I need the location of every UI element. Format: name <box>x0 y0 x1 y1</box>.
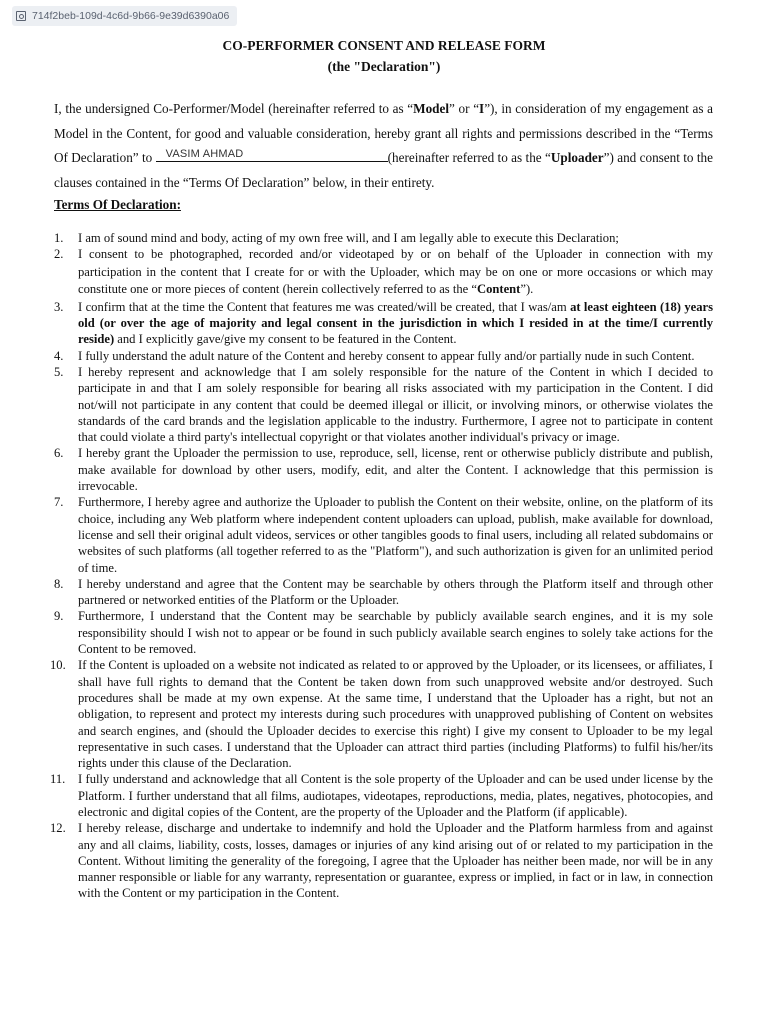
model-term: Model <box>413 101 450 116</box>
term-item: 3. I confirm that at the time the Content that features me was created/will be created, that I was/am at least eighteen (18) years old (or over the age of majority and legal consent in the jurisdiction in which I resided in at the time/I currently reside) and I explicitly gave/give my consent to be featured in the Content. <box>54 299 713 347</box>
i-term: I <box>479 101 485 116</box>
uploader-term: Uploader <box>550 150 604 165</box>
term-item: 6. I hereby grant the Uploader the permission to use, reproduce, sell, license, rent or otherwise publicly distribute and publish, make available for download by other users, modify, edit, and alter the Content. I acknowledge that this permission is irrevocable. <box>54 446 713 494</box>
term-item: 2. I consent to be photographed, recorded and/or videotaped by or on behalf of the Uploader in connection with my participation in the content that I create for or with the Uploader, which may be on one or more occasions or which may constitute one or more pieces of content (herein collectively referred to as the “Content”). <box>54 247 713 297</box>
term-item: 8. I hereby understand and agree that the Content may be searchable by others through the Platform itself and through other partnered or networked entities of the Platform or the Uploader. <box>54 576 713 608</box>
form-subtitle: (the "Declaration") <box>327 59 441 74</box>
intro-paragraph: I, the undersigned Co-Performer/Model (hereinafter referred to as “Model” or “I”), in consideration of my engagement as a Model in the Content, for good and valuable consideration, hereby grant all rights and permissions described in the “Terms Of Declaration” to VASIM AHMAD (hereinafter referred to as the “Uploader”) and consent to the clauses contained in the “Terms Of Declaration” below, in their entirety. <box>54 101 713 190</box>
document-id-badge <box>12 6 237 26</box>
term-item: 9. Furthermore, I understand that the Content may be searchable by publicly available search engines, and it is my sole responsibility should I wish not to appear or be found in such publicly available search engines to solely take actions for the Content to be removed. <box>54 609 713 657</box>
uploader-name-handwritten: VASIM AHMAD <box>165 148 244 160</box>
terms-list <box>50 230 713 902</box>
term-item: 10. If the Content is uploaded on a website not indicated as related to or approved by the Uploader, or its licensees, or affiliates, I shall have full rights to demand that the Content be taken down from such unapproved website and/or destroyed. Such procedures shall be made at my own expense. At the same time, I understand that the Uploader has a right, but not an obligation, to represent and protect my interests during such procedures with unapproved publishing of Content on websites and search engines, and (should the Uploader decides to exercise this right) I give my consent to Uploader to be my legal representative in such cases. I understand that the Uploader can attract third parties (including Platforms) to fulfil his/her/its rights under this clause of the Declaration. <box>50 658 713 771</box>
uploader-name-field[interactable] <box>156 148 388 162</box>
form-title: CO-PERFORMER CONSENT AND RELEASE FORM <box>222 38 546 53</box>
term-item: 7. Furthermore, I hereby agree and authorize the Uploader to publish the Content on their website, online, on the platform of its choice, including any Web platform where independent content uploaders can upload, publish, make available for download, license and sell their original adult videos, services or other tangibles goods to final users, including all related subdomains or websites of such platforms (all together referred to as the "Platform"), and such authorization is given for an unlimited period of time. <box>54 495 713 575</box>
document-id-text: 714f2beb-109d-4c6d-9b66-9e39d6390a06 <box>32 10 230 22</box>
document-icon <box>16 11 26 21</box>
term-item: 1. I am of sound mind and body, acting of my own free will, and I am legally able to execute this Declaration; <box>54 231 619 245</box>
term-item: 4. I fully understand the adult nature of the Content and hereby consent to appear fully and/or partially nude in such Content. <box>54 348 695 363</box>
term-item: 11. I fully understand and acknowledge that all Content is the sole property of the Uploader and can be used under license by the Platform. I further understand that all films, audiotapes, videotapes, reproductions, media, plates, negatives, photocopies, and electronic and digital copies of the Content, are the property of the Uploader and the Platform (if applicable). <box>50 772 713 819</box>
term-item: 12. I hereby release, discharge and undertake to indemnify and hold the Uploader and the Platform harmless from and against any and all claims, liability, costs, losses, damages or injuries of any kind arising out of or related to my participation in the Content. Without limiting the generality of the foregoing, I agree that the Uploader has neither been made, nor will be in any manner responsible or liable for any warranty, representation or guarantee, express or implied, in fact or in law, in connection with the Content or my participation in the Content. <box>50 821 713 901</box>
term-item: 5. I hereby represent and acknowledge that I am solely responsible for the nature of the Content in which I decided to participate in and that I am solely responsible for bearing all risks associated with my participation in the Content. I did not/will not participate in any content that could be deemed illegal or illicit, or involving minors, or otherwise violates the standards of the card brands and the legislation applicable to the industry. Furthermore, I agree not to participate in content that could violate a third party's intellectual copyright or that violates another individual's privacy or image. <box>54 364 713 445</box>
terms-heading: Terms Of Declaration: <box>54 197 181 212</box>
